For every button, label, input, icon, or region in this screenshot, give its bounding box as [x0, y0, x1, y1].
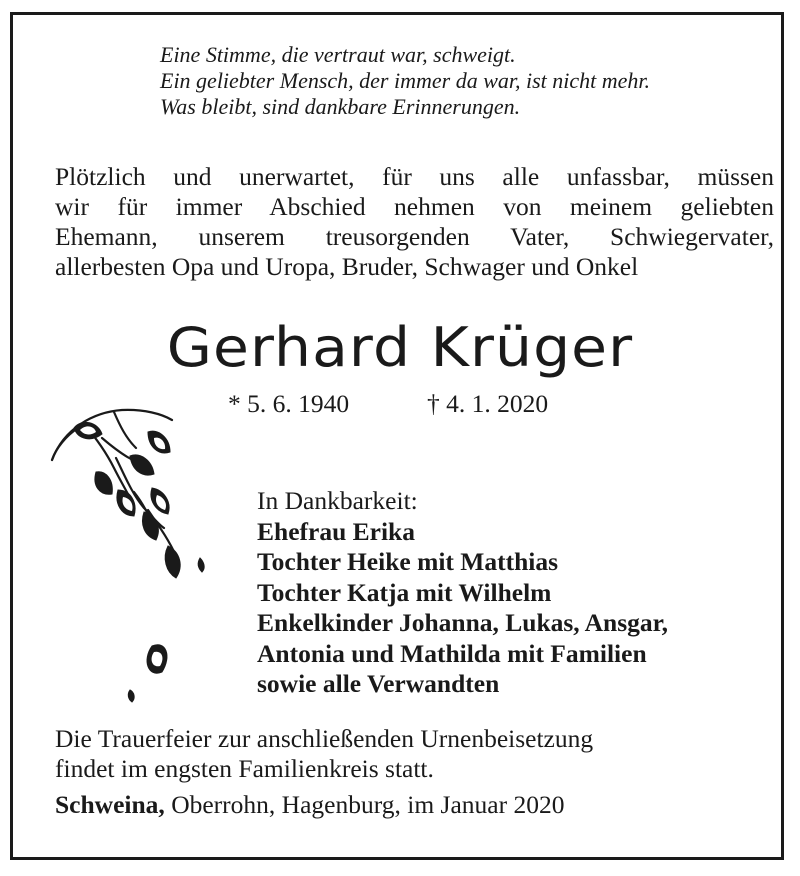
intro-line: wir für immer Abschied nehmen von meinem geliebten — [55, 192, 774, 221]
family-member: Enkelkinder Johanna, Lukas, Ansgar, — [257, 608, 669, 637]
birch-branch-icon — [44, 398, 219, 710]
place-and-date — [55, 790, 564, 820]
thanks-heading: In Dankbarkeit: — [257, 486, 418, 515]
death-date: † 4. 1. 2020 — [427, 389, 549, 418]
intro-line: Ehemann, unserem treusorgenden Vater, Schwiegervater, — [55, 222, 774, 251]
thanks-section — [257, 486, 668, 700]
funeral-service-note — [55, 724, 593, 784]
intro-line: allerbesten Opa und Uropa, Bruder, Schwager und Onkel — [55, 252, 639, 281]
poem-line: Was bleibt, sind dankbare Erinnerungen. — [160, 94, 521, 119]
family-member: Antonia und Mathilda mit Familien — [257, 638, 647, 668]
intro-paragraph — [55, 162, 774, 282]
service-line: findet im engsten Familienkreis statt. — [55, 754, 434, 783]
birth-date: * 5. 6. 1940 — [228, 389, 350, 418]
intro-line: Plötzlich und unerwartet, für uns alle unfassbar, müssen — [55, 162, 774, 191]
deceased-name: Gerhard Krüger — [166, 316, 634, 379]
poem-line: Eine Stimme, die vertraut war, schweigt. — [160, 42, 516, 67]
memorial-poem — [160, 42, 650, 120]
family-member: sowie alle Verwandten — [257, 669, 500, 698]
family-member: Tochter Katja mit Wilhelm — [257, 577, 552, 607]
family-member: Tochter Heike mit Matthias — [257, 547, 559, 576]
family-member: Ehefrau Erika — [257, 516, 415, 546]
place-town: Schweina, — [55, 790, 165, 819]
place-rest: Oberrohn, Hagenburg, im Januar 2020 — [164, 790, 565, 819]
service-line: Die Trauerfeier zur anschließenden Urnenbeisetzung — [55, 724, 594, 753]
poem-line: Ein geliebter Mensch, der immer da war, ist nicht mehr. — [160, 68, 651, 93]
